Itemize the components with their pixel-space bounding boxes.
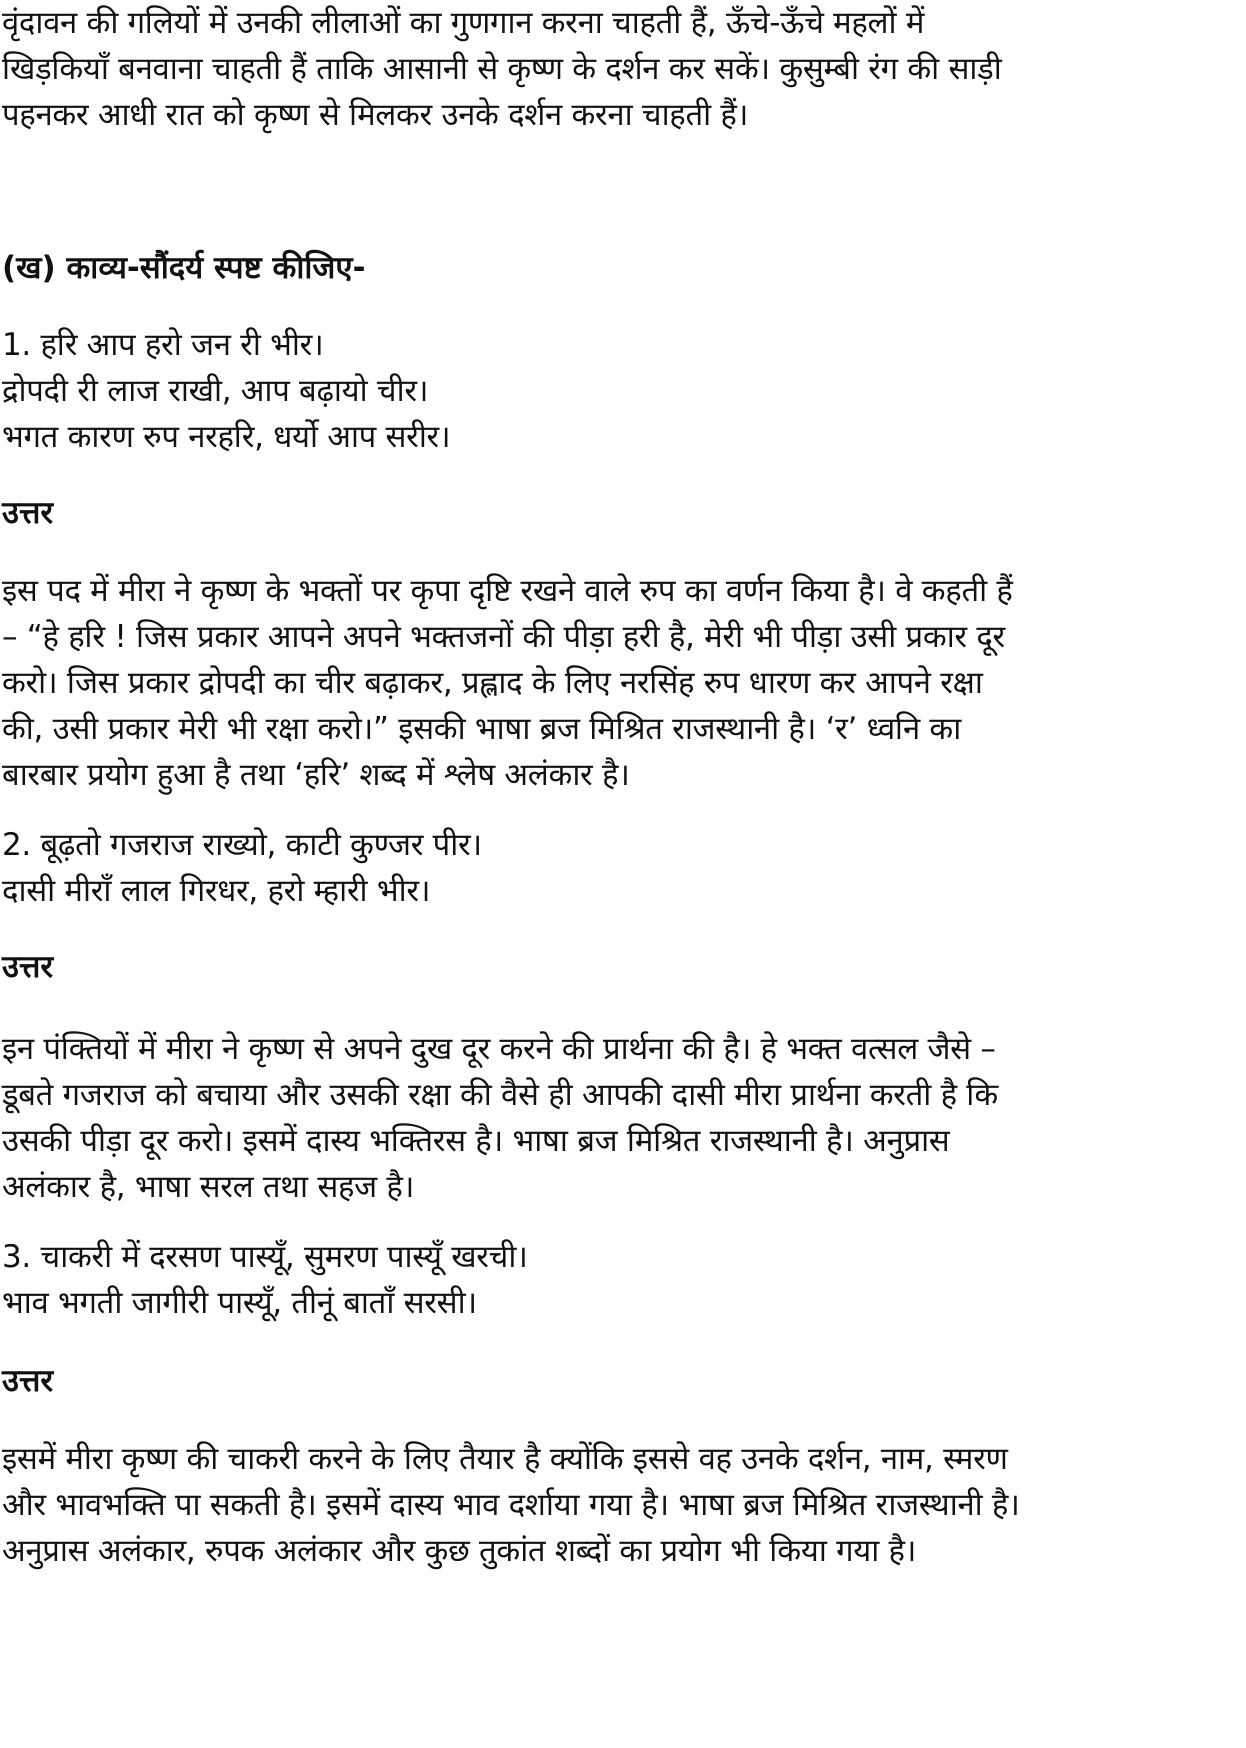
answer-1	[2, 568, 1238, 798]
verse-line: दासी मीराँ लाल गिरधर, हरो म्हारी भीर।	[2, 873, 431, 909]
answer-heading-1: उत्तर	[2, 495, 54, 531]
answer-line: करो। जिस प्रकार द्रोपदी का चीर बढ़ाकर, प्रह्लाद के लिए नरसिंह रुप धारण कर आपने रक्षा	[2, 665, 983, 701]
verse-1	[2, 322, 1238, 460]
answer-line: – “हे हरि ! जिस प्रकार आपने अपने भक्तजनों की पीड़ा हरी है, मेरी भी पीड़ा उसी प्रकार दूर	[2, 619, 1005, 655]
answer-line: उसकी पीड़ा दूर करो। इसमें दास्य भक्तिरस है। भाषा ब्रज मिश्रित राजस्थानी है। अनुप्रास	[2, 1123, 950, 1159]
answer-line: बारबार प्रयोग हुआ है तथा ‘हरि’ शब्द में श्लेष अलंकार है।	[2, 757, 630, 793]
answer-heading-2: उत्तर	[2, 949, 54, 985]
intro-line: खिड़कियाँ बनवाना चाहती हैं ताकि आसानी से कृष्ण के दर्शन कर सकें। कुसुम्बी रंग की साड़ी	[2, 51, 1002, 87]
verse-line: भगत कारण रुप नरहरि, धर्यो आप सरीर।	[2, 419, 451, 455]
answer-2	[2, 1026, 1238, 1210]
answer-line: इन पंक्तियों में मीरा ने कृष्ण से अपने दुख दूर करने की प्रार्थना की है। हे भक्त वत्सल जैसे –	[2, 1031, 996, 1067]
intro-line: पहनकर आधी रात को कृष्ण से मिलकर उनके दर्शन करना चाहती हैं।	[2, 97, 749, 133]
verse-line: 2. बूढ़तो गजराज राख्यो, काटी कुण्जर पीर।	[2, 827, 482, 863]
answer-line: अनुप्रास अलंकार, रुपक अलंकार और कुछ तुकांत शब्दों का प्रयोग भी किया गया है।	[2, 1533, 917, 1569]
verse-line: 1. हरि आप हरो जन री भीर।	[2, 327, 324, 363]
intro-line: वृंदावन की गलियों में उनकी लीलाओं का गुणगान करना चाहती हैं, ऊँचे-ऊँचे महलों में	[2, 5, 925, 41]
answer-heading-3: उत्तर	[2, 1363, 54, 1399]
answer-line: और भावभक्ति पा सकती है। इसमें दास्य भाव दर्शाया गया है। भाषा ब्रज मिश्रित राजस्थानी है।	[2, 1487, 1020, 1523]
answer-line: की, उसी प्रकार मेरी भी रक्षा करो।” इसकी भाषा ब्रज मिश्रित राजस्थानी है। ‘र’ ध्वनि का	[2, 711, 961, 747]
answer-line: अलंकार है, भाषा सरल तथा सहज है।	[2, 1169, 415, 1205]
verse-line: द्रोपदी री लाज राखी, आप बढ़ायो चीर।	[2, 373, 429, 409]
verse-2	[2, 822, 1238, 914]
intro-paragraph	[2, 0, 1238, 138]
verse-line: भाव भगती जागीरी पास्यूँ, तीनूं बाताँ सरसी।	[2, 1285, 477, 1321]
section-heading: (ख) काव्य-सौंदर्य स्पष्ट कीजिए-	[2, 250, 366, 286]
verse-line: 3. चाकरी में दरसण पास्यूँ, सुमरण पास्यूँ खरची।	[2, 1239, 528, 1275]
answer-line: डूबते गजराज को बचाया और उसकी रक्षा की वैसे ही आपकी दासी मीरा प्रार्थना करती है कि	[2, 1077, 998, 1113]
answer-line: इस पद में मीरा ने कृष्ण के भक्तों पर कृपा दृष्टि रखने वाले रुप का वर्णन किया है। वे कहती हैं	[2, 573, 1013, 609]
answer-3	[2, 1436, 1238, 1574]
verse-3	[2, 1234, 1238, 1326]
answer-line: इसमें मीरा कृष्ण की चाकरी करने के लिए तैयार है क्योंकि इससे वह उनके दर्शन, नाम, स्मरण	[2, 1441, 1008, 1477]
